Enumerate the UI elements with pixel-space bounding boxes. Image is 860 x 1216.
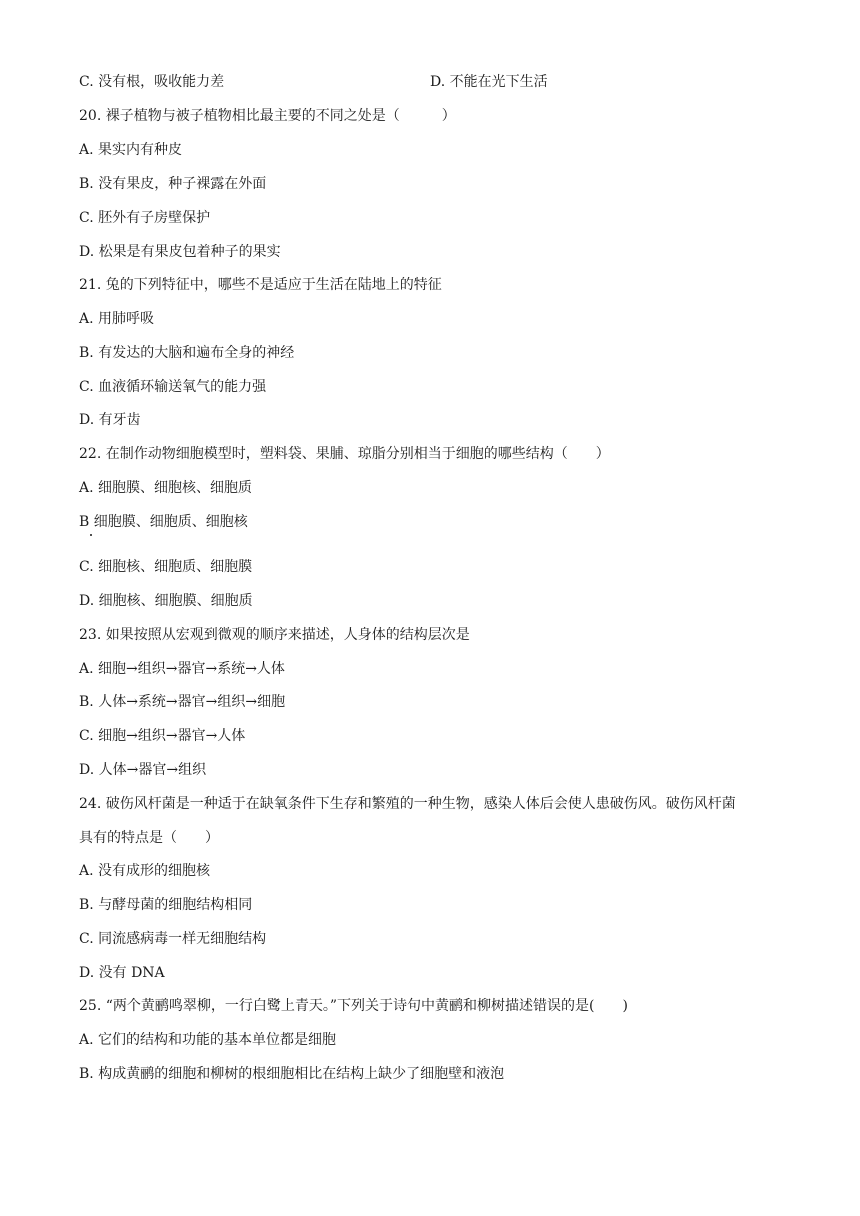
q20-option-c: C. 胚外有子房壁保护: [79, 210, 211, 226]
q22-stem: 22. 在制作动物细胞模型时，塑料袋、果脯、琼脂分别相当于细胞的哪些结构（ ）: [79, 446, 610, 462]
q25-stem: 25. “两个黄鹂鸣翠柳，一行白鹭上青天。”下列关于诗句中黄鹂和柳树描述错误的是( ): [79, 998, 628, 1014]
q19-option-d: D. 不能在光下生活: [430, 74, 548, 90]
q24-stem-line1: 24. 破伤风杆菌是一种适于在缺氧条件下生存和繁殖的一种生物，感染人体后会使人患破伤风。破伤风杆菌: [79, 796, 736, 812]
q19-option-c: C. 没有根，吸收能力差: [79, 74, 225, 90]
q21-option-b: B. 有发达的大脑和遍布全身的神经: [79, 345, 295, 361]
q20-stem: 20. 裸子植物与被子植物相比最主要的不同之处是（ ）: [79, 108, 456, 124]
q25-option-a: A. 它们的结构和功能的基本单位都是细胞: [79, 1032, 337, 1048]
q22-option-b: B 细胞膜、细胞质、细胞核: [79, 514, 248, 530]
q22-option-c: C. 细胞核、细胞质、细胞膜: [79, 559, 253, 575]
q25-option-b: B. 构成黄鹂的细胞和柳树的根细胞相比在结构上缺少了细胞壁和液泡: [79, 1066, 505, 1082]
q22-option-d: D. 细胞核、细胞膜、细胞质: [79, 593, 253, 609]
q23-option-d: D. 人体→器官→组织: [79, 762, 207, 778]
q24-stem-line2: 具有的特点是（ ）: [79, 830, 219, 846]
stray-dot: [90, 534, 92, 536]
q21-option-d: D. 有牙齿: [79, 412, 141, 428]
q23-option-b: B. 人体→系统→器官→组织→细胞: [79, 694, 286, 710]
q21-option-a: A. 用肺呼吸: [79, 311, 155, 327]
q24-option-a: A. 没有成形的细胞核: [79, 863, 211, 879]
q22-option-a: A. 细胞膜、细胞核、细胞质: [79, 480, 253, 496]
q20-option-b: B. 没有果皮，种子裸露在外面: [79, 176, 267, 192]
q20-option-d: D. 松果是有果皮包着种子的果实: [79, 244, 281, 260]
q24-option-d: D. 没有 DNA: [79, 965, 165, 981]
q21-stem: 21. 兔的下列特征中，哪些不是适应于生活在陆地上的特征: [79, 277, 442, 293]
q23-option-a: A. 细胞→组织→器官→系统→人体: [79, 661, 285, 677]
q24-option-c: C. 同流感病毒一样无细胞结构: [79, 931, 267, 947]
q23-option-c: C. 细胞→组织→器官→人体: [79, 728, 246, 744]
q20-option-a: A. 果实内有种皮: [79, 142, 183, 158]
q21-option-c: C. 血液循环输送氧气的能力强: [79, 379, 267, 395]
q24-option-b: B. 与酵母菌的细胞结构相同: [79, 897, 253, 913]
q23-stem: 23. 如果按照从宏观到微观的顺序来描述，人身体的结构层次是: [79, 627, 470, 643]
